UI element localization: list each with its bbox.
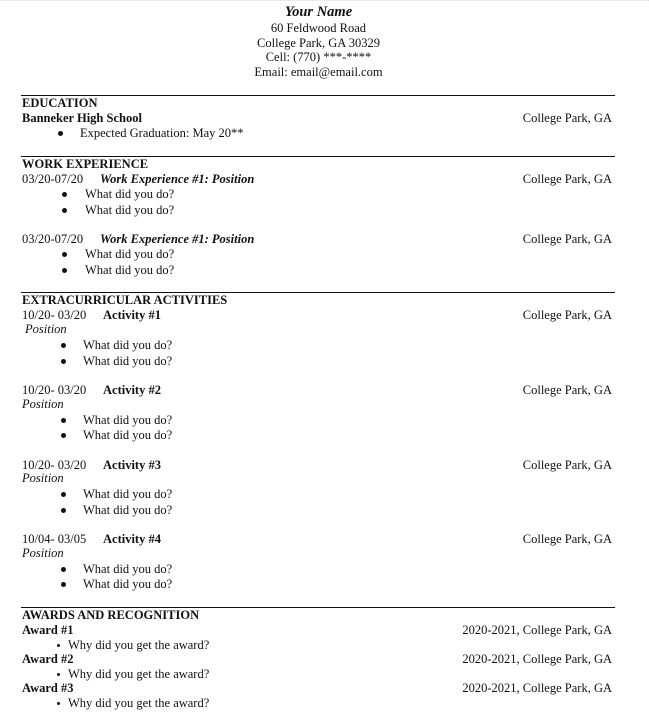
activity-bullet: What did you do? (83, 338, 173, 352)
activity-location: College Park, GA (522, 532, 612, 546)
email-line: Email: email@email.com (254, 65, 383, 79)
bullet-icon (61, 433, 66, 438)
job-bullet: What did you do? (85, 263, 175, 277)
cell-line: Cell: (770) ***-**** (265, 50, 372, 64)
job-bullet: What did you do? (85, 187, 175, 201)
award-bullet: Why did you get the award? (68, 638, 210, 652)
activity-location: College Park, GA (522, 383, 612, 397)
education-heading: EDUCATION (22, 96, 98, 110)
job-dates: 03/20-07/20 (22, 172, 84, 186)
address-line: 60 Feldwood Road (270, 21, 367, 35)
activity-location: College Park, GA (522, 458, 612, 472)
school-location: College Park, GA (522, 111, 612, 125)
bullet-icon (62, 192, 67, 197)
section-divider (21, 95, 615, 96)
awards-heading: AWARDS AND RECOGNITION (22, 608, 200, 622)
activity-position: Position (22, 471, 64, 485)
activity-dates: 10/04- 03/05 (22, 532, 87, 546)
job-title: Work Experience #1: Position (100, 232, 255, 246)
activity-bullet: What did you do? (83, 354, 173, 368)
job-dates: 03/20-07/20 (22, 232, 84, 246)
award-meta: 2020-2021, College Park, GA (462, 623, 612, 637)
job-location: College Park, GA (522, 172, 612, 186)
activity-position: Position (22, 546, 64, 560)
job-title: Work Experience #1: Position (100, 172, 255, 186)
activity-dates: 10/20- 03/20 (22, 458, 87, 472)
bullet-icon (57, 644, 60, 647)
activity-title: Activity #3 (103, 458, 161, 472)
activity-bullet: What did you do? (83, 487, 173, 501)
activity-bullet: What did you do? (83, 413, 173, 427)
activity-bullet: What did you do? (83, 428, 173, 442)
activity-title: Activity #2 (103, 383, 161, 397)
job-location: College Park, GA (522, 232, 612, 246)
award-meta: 2020-2021, College Park, GA (462, 681, 612, 695)
activity-bullet: What did you do? (83, 503, 173, 517)
school-name: Banneker High School (22, 111, 142, 125)
activity-dates: 10/20- 03/20 (22, 383, 87, 397)
bullet-icon (61, 343, 66, 348)
award-bullet: Why did you get the award? (68, 696, 210, 710)
activities-heading: EXTRACURRICULAR ACTIVITIES (22, 293, 228, 307)
activity-title: Activity #4 (103, 532, 161, 546)
page-top-border (0, 0, 649, 1)
bullet-icon (57, 702, 60, 705)
bullet-icon (62, 252, 67, 257)
activity-bullet: What did you do? (83, 577, 173, 591)
bullet-icon (57, 673, 60, 676)
activity-title: Activity #1 (103, 308, 161, 322)
bullet-icon (61, 359, 66, 364)
job-bullet: What did you do? (85, 247, 175, 261)
bullet-icon (61, 418, 66, 423)
award-meta: 2020-2021, College Park, GA (462, 652, 612, 666)
job-bullet: What did you do? (85, 203, 175, 217)
award-title: Award #2 (22, 652, 74, 666)
activity-dates: 10/20- 03/20 (22, 308, 87, 322)
bullet-icon (61, 567, 66, 572)
city-line: College Park, GA 30329 (257, 36, 380, 50)
work-heading: WORK EXPERIENCE (22, 157, 149, 171)
bullet-icon (61, 582, 66, 587)
activity-location: College Park, GA (522, 308, 612, 322)
activity-position: Position (25, 322, 67, 336)
education-bullet: Expected Graduation: May 20** (80, 126, 244, 140)
bullet-icon (61, 492, 66, 497)
award-title: Award #1 (22, 623, 74, 637)
bullet-icon (58, 131, 63, 136)
resume-name: Your Name (284, 4, 353, 20)
activity-position: Position (22, 397, 64, 411)
award-title: Award #3 (22, 681, 74, 695)
award-bullet: Why did you get the award? (68, 667, 210, 681)
bullet-icon (62, 268, 67, 273)
bullet-icon (62, 208, 67, 213)
bullet-icon (61, 508, 66, 513)
activity-bullet: What did you do? (83, 562, 173, 576)
